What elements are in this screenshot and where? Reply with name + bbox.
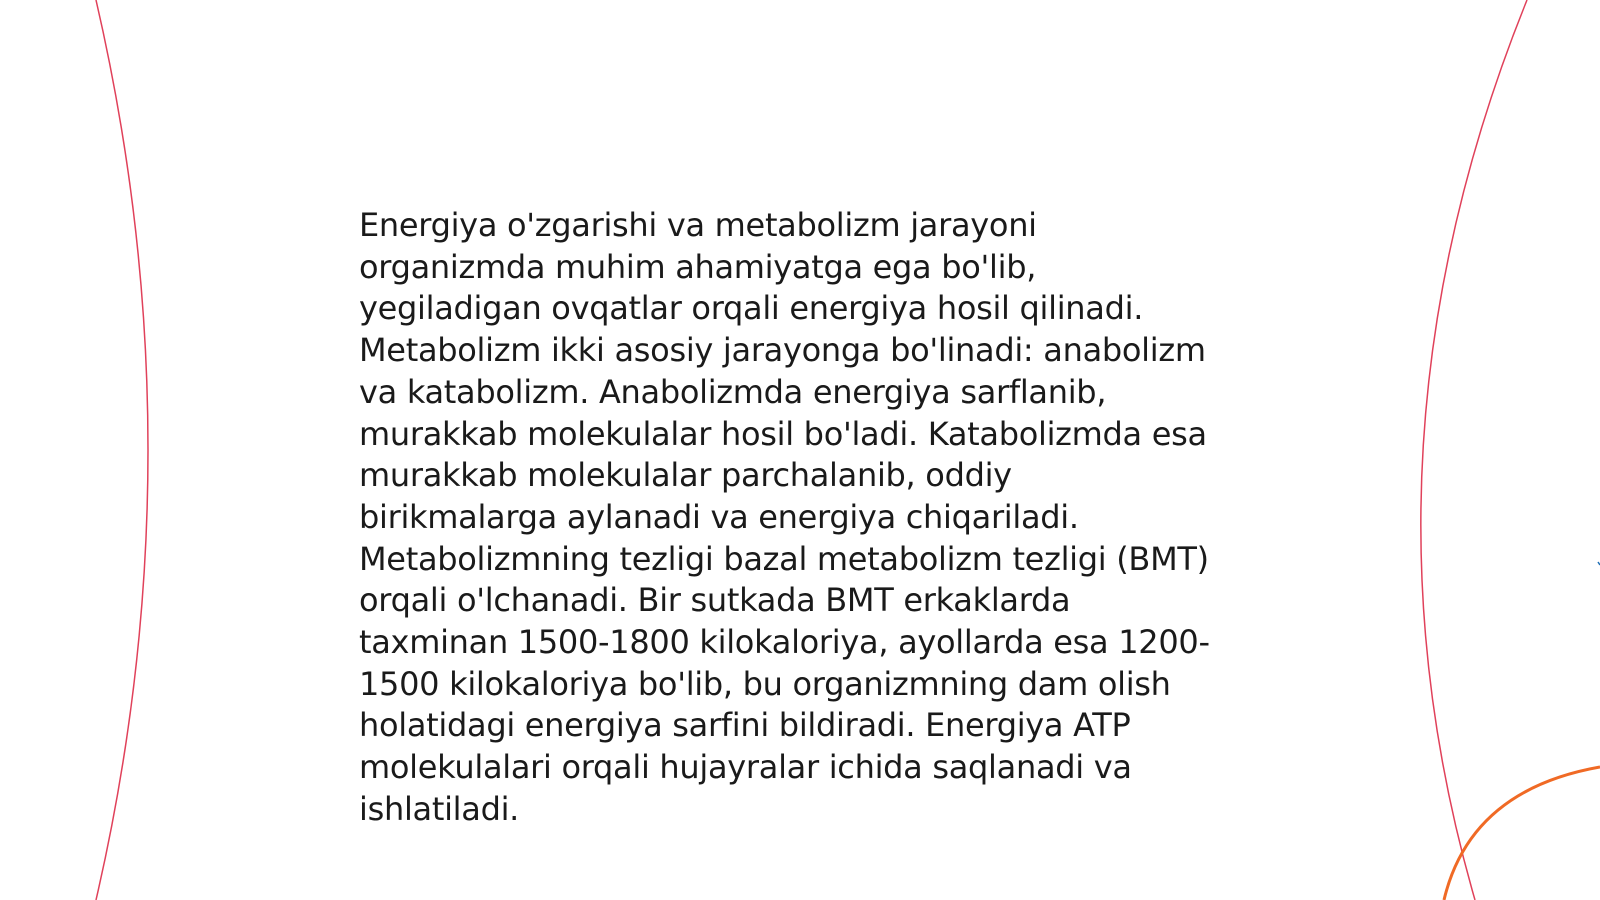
paragraph-line: orqali o'lchanadi. Bir sutkada BMT erkaklarda [359, 581, 1071, 620]
paragraph-line: Energiya o'zgarishi va metabolizm jarayoni [359, 206, 1037, 244]
paragraph-line: taxminan 1500-1800 kilokaloriya, ayollarda esa 1200- [359, 623, 1210, 662]
paragraph-line: holatidagi energiya sarfini bildiradi. Energiya ATP [359, 706, 1131, 745]
orange-arc [1444, 767, 1600, 900]
left-curve [96, 0, 148, 900]
paragraph-line: murakkab molekulalar parchalanib, oddiy [359, 456, 1012, 495]
paragraph-line: Metabolizm ikki asosiy jarayonga bo'linadi: anabolizm [359, 331, 1206, 370]
paragraph-line: yegiladigan ovqatlar orqali energiya hosil qilinadi. [359, 289, 1144, 328]
paragraph-line: va katabolizm. Anabolizmda energiya sarflanib, [359, 372, 1107, 411]
body-paragraph [359, 205, 1259, 831]
paragraph-line: Metabolizmning tezligi bazal metabolizm tezligi (BMT) [359, 539, 1209, 578]
paragraph-line: murakkab molekulalar hosil bo'ladi. Katabolizmda esa [359, 414, 1207, 453]
paragraph-line: organizmda muhim ahamiyatga ega bo'lib, [359, 247, 1037, 286]
paragraph-line: molekulalari orqali hujayralar ichida saqlanadi va [359, 748, 1132, 787]
paragraph-line: 1500 kilokaloriya bo'lib, bu organizmning dam olish [359, 664, 1171, 703]
paragraph-line: ishlatiladi. [359, 789, 520, 828]
right-curve [1421, 0, 1527, 900]
paragraph-line: birikmalarga aylanadi va energiya chiqariladi. [359, 497, 1079, 536]
